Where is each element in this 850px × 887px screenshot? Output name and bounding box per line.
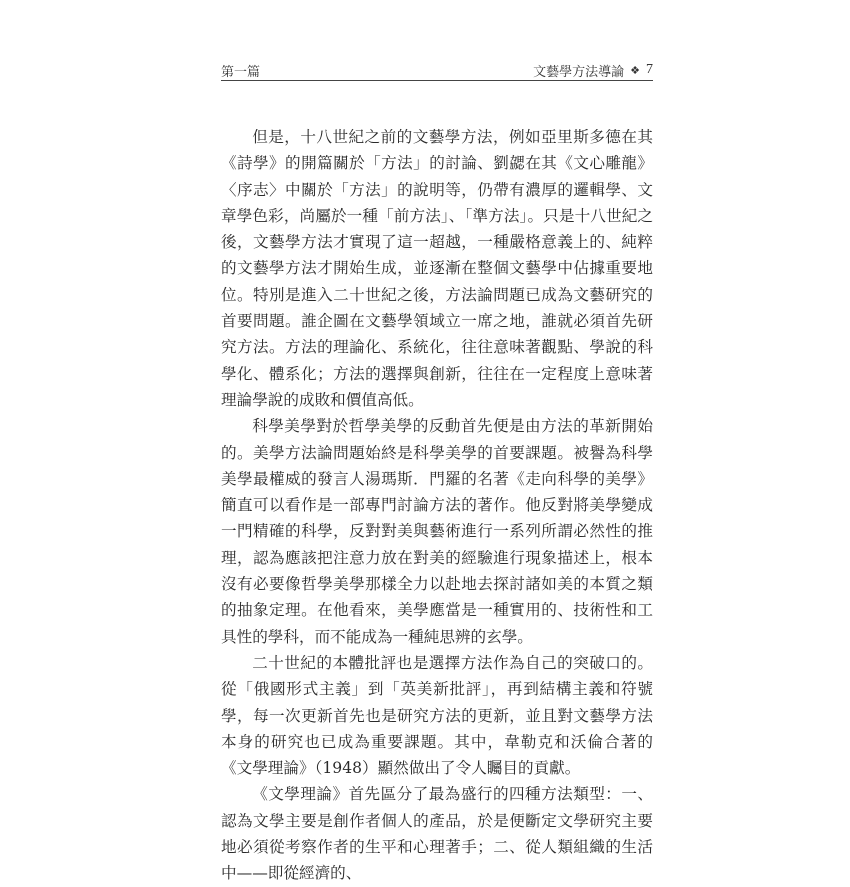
header-rule <box>221 80 653 81</box>
chapter-title: 文藝學方法導論 <box>533 64 625 80</box>
body-text <box>221 124 653 887</box>
paragraph: 但是，十八世紀之前的文藝學方法，例如亞里斯多德在其《詩學》的開篇關於「方法」的討論、劉勰在其《文心雕龍》〈序志〉中關於「方法」的說明等，仍帶有濃厚的邏輯學、文章學色彩，尚屬於一種「前方法」、「準方法」。只是十八世紀之後，文藝學方法才實現了這一超越，一種嚴格意義上的、純粹的文藝學方法才開始生成，並逐漸在整個文藝學中佔據重要地位。特別是進入二十世紀之後，方法論問題已成為文藝研究的首要問題。誰企圖在文藝學領域立一席之地，誰就必須首先研究方法。方法的理論化、系統化，往往意味著觀點、學說的科學化、體系化；方法的選擇與創新，往往在一定程度上意味著理論學說的成敗和價值高低。 <box>221 128 653 409</box>
header-right <box>533 61 653 80</box>
paragraph: 《文學理論》首先區分了最為盛行的四種方法類型：一、認為文學主要是創作者個人的產品，於是便斷定文學研究主要地必須從考察作者的生平和心理著手；二、從人類組織的生活中——即從經濟的、 <box>221 785 653 883</box>
running-header <box>221 61 653 79</box>
paragraph: 二十世紀的本體批評也是選擇方法作為自己的突破口的。從「俄國形式主義」到「英美新批評」，再到結構主義和符號學，每一次更新首先也是研究方法的更新，並且對文藝學方法本身的研究也已成為重要課題。其中，韋勒克和沃倫合著的《文學理論》（1948）顯然做出了令人矚目的貢獻。 <box>221 653 653 778</box>
ornament-icon: ❖ <box>630 63 640 77</box>
paragraph: 科學美學對於哲學美學的反動首先便是由方法的革新開始的。美學方法論問題始終是科學美學的首要課題。被譽為科學美學最權威的發言人湯瑪斯．門羅的名著《走向科學的美學》簡直可以看作是一部專門討論方法的著作。他反對將美學變成一門精確的科學，反對對美與藝術進行一系列所謂必然性的推理，認為應該把注意力放在對美的經驗進行現象描述上，根本沒有必要像哲學美學那樣全力以赴地去探討諸如美的本質之類的抽象定理。在他看來，美學應當是一種實用的、技術性和工具性的學科，而不能成為一種純思辨的玄學。 <box>221 417 653 646</box>
section-label: 第一篇 <box>221 64 261 80</box>
page-number: 7 <box>646 62 653 77</box>
